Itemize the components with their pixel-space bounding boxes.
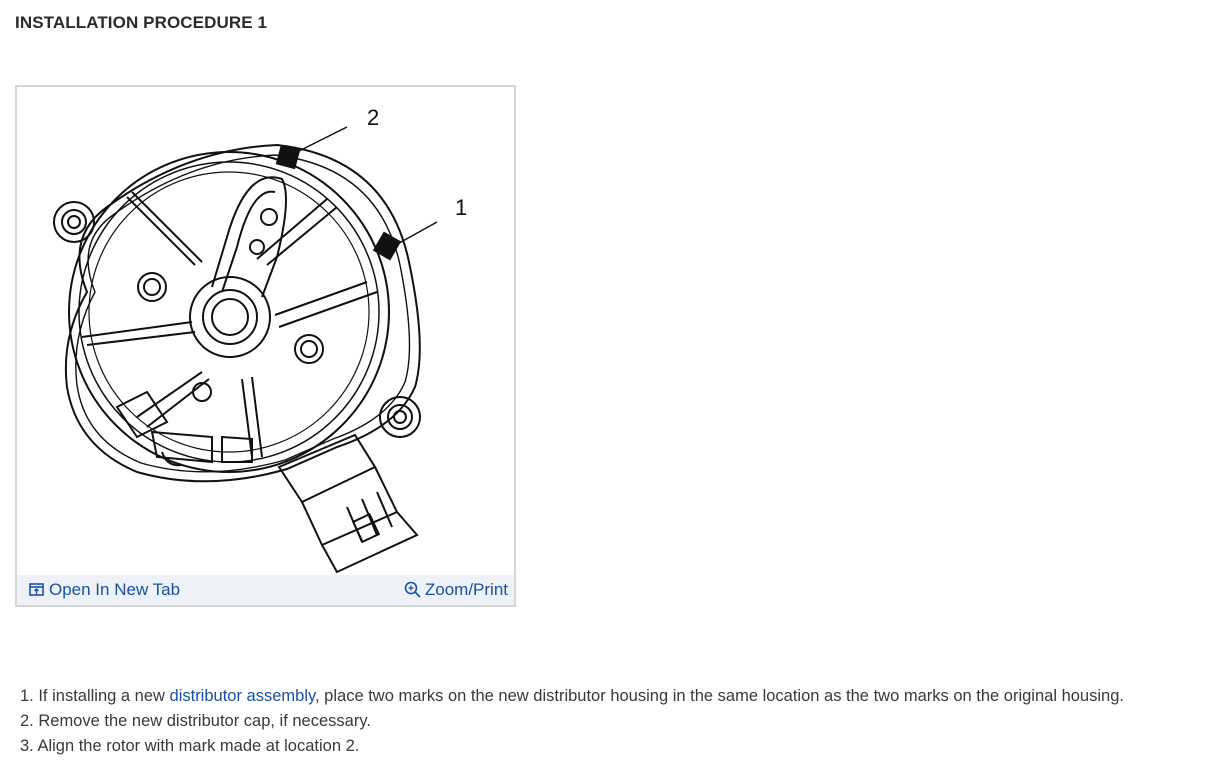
step-text: Align the rotor with mark made at location 2. [33, 737, 360, 755]
step-item [20, 709, 1124, 734]
open-in-new-tab-link[interactable] [29, 580, 180, 600]
zoom-in-icon [404, 581, 422, 599]
callout-2: 2 [367, 105, 380, 130]
step-item [20, 684, 1124, 709]
open-in-new-tab-icon [29, 583, 44, 597]
open-in-new-tab-label: Open In New Tab [49, 580, 181, 599]
distributor-assembly-link[interactable]: distributor assembly [169, 687, 316, 705]
step-number: 3. [20, 737, 34, 755]
step-text: If installing a new [33, 687, 170, 705]
step-text: Remove the new distributor cap, if necessary. [33, 712, 371, 730]
step-number: 1. [20, 687, 34, 705]
figure-container [15, 85, 516, 607]
step-number: 2. [20, 712, 34, 730]
zoom-print-label: Zoom/Print [424, 580, 508, 599]
procedure-title: INSTALLATION PROCEDURE 1 [15, 13, 268, 32]
step-text: , place two marks on the new distributor housing in the same location as the two marks on the original housing. [315, 687, 1124, 705]
callout-1: 1 [455, 195, 468, 220]
figure-toolbar [17, 575, 514, 605]
step-item [20, 734, 1124, 759]
distributor-illustration[interactable] [17, 87, 514, 575]
installation-steps [20, 684, 1124, 759]
zoom-print-link[interactable] [404, 580, 508, 600]
